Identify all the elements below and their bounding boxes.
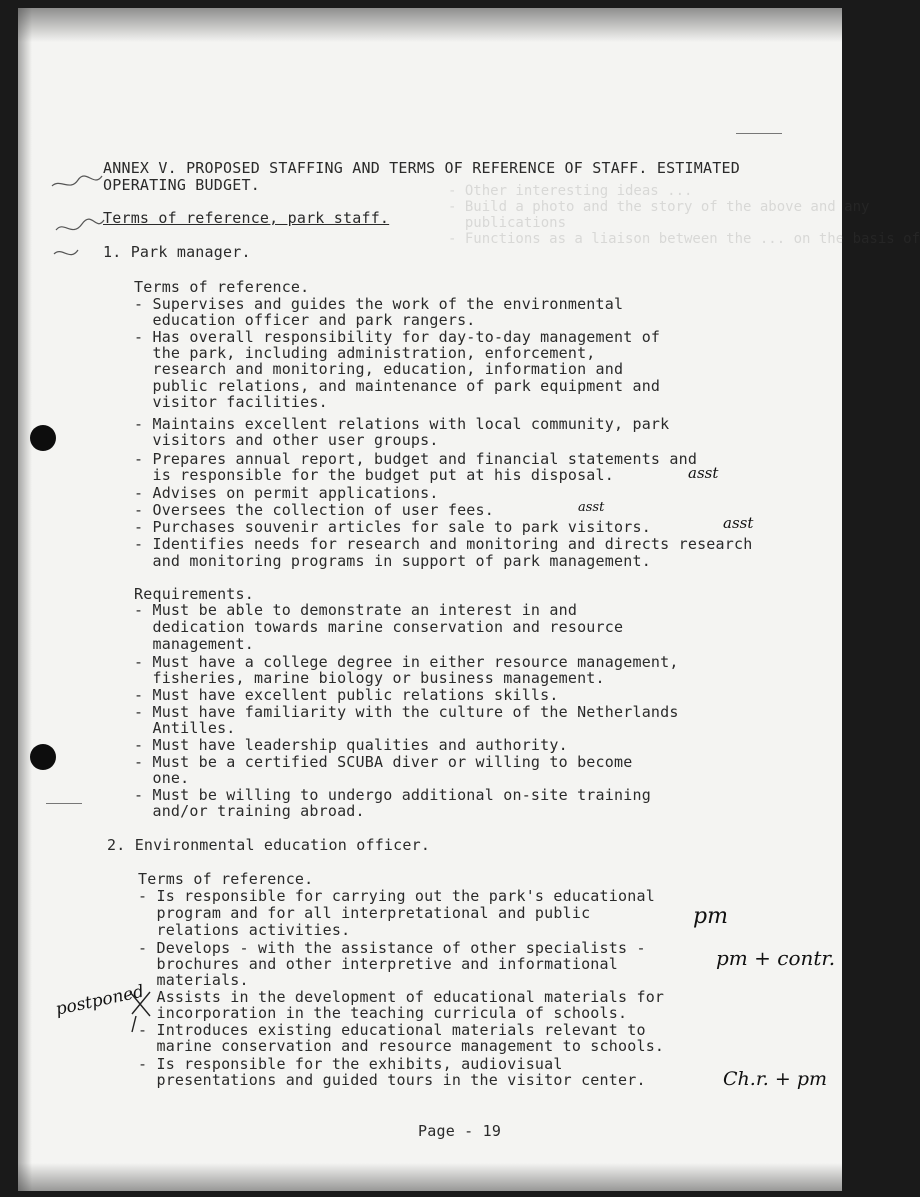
handwritten-note-asst: asst bbox=[578, 500, 605, 515]
section-title-education-officer: 2. Environmental education officer. bbox=[107, 836, 431, 854]
handwritten-note-pm: pm bbox=[693, 904, 728, 929]
list-item: fisheries, marine biology or business management. bbox=[134, 669, 605, 687]
punch-hole-top bbox=[30, 425, 56, 451]
handwritten-note-postponed: postponed bbox=[53, 981, 146, 1020]
scan-shadow-bottom bbox=[18, 1163, 842, 1191]
list-item: and monitoring programs in support of park management. bbox=[134, 552, 651, 570]
list-item: - Is responsible for carrying out the park's educational bbox=[138, 887, 655, 905]
list-item: is responsible for the budget put at his disposal. bbox=[134, 466, 614, 484]
list-item: - Must be a certified SCUBA diver or willing to become bbox=[134, 753, 633, 771]
scan-shadow-top bbox=[18, 8, 842, 42]
handwritten-note-asst: asst bbox=[688, 464, 719, 482]
list-item: - Must be willing to undergo additional on-site training bbox=[134, 786, 651, 804]
list-item: visitors and other user groups. bbox=[134, 431, 439, 449]
terms-of-reference-label: Terms of reference. bbox=[138, 870, 314, 888]
list-item: research and monitoring, education, information and bbox=[134, 360, 624, 378]
list-item: - Prepares annual report, budget and financial statements and bbox=[134, 450, 698, 468]
list-item: presentations and guided tours in the visitor center. bbox=[138, 1071, 646, 1089]
handwritten-note-chr-pm: Ch.r. + pm bbox=[723, 1068, 828, 1090]
list-item: - Advises on permit applications. bbox=[134, 484, 439, 502]
list-item: relations activities. bbox=[138, 921, 351, 939]
list-item: - Must have excellent public relations skills. bbox=[134, 686, 559, 704]
show-through-text: - Other interesting ideas ... - Build a photo and the story of the above and any publications - Functions as a liaison between the ... on the basis of bbox=[448, 183, 920, 247]
list-item: - Must be able to demonstrate an interest in and bbox=[134, 601, 578, 619]
list-item: management. bbox=[134, 635, 254, 653]
list-item: - Supervises and guides the work of the environmental bbox=[134, 295, 624, 313]
annex-heading-line-2: OPERATING BUDGET. bbox=[103, 176, 260, 194]
list-item: visitor facilities. bbox=[134, 393, 328, 411]
list-item: incorporation in the teaching curricula of schools. bbox=[138, 1004, 628, 1022]
list-item: program and for all interpretational and public bbox=[138, 904, 591, 922]
list-item: - Must have a college degree in either resource management, bbox=[134, 653, 679, 671]
list-item: - Is responsible for the exhibits, audiovisual bbox=[138, 1055, 563, 1073]
list-item: dedication towards marine conservation and resource bbox=[134, 618, 624, 636]
list-item: - Must have leadership qualities and authority. bbox=[134, 736, 568, 754]
terms-of-reference-label: Terms of reference. bbox=[134, 278, 310, 296]
list-item: Antilles. bbox=[134, 719, 236, 737]
requirements-label: Requirements. bbox=[134, 585, 254, 603]
list-item: - Purchases souvenir articles for sale to park visitors. bbox=[134, 518, 651, 536]
annex-heading-line-1: ANNEX V. PROPOSED STAFFING AND TERMS OF REFERENCE OF STAFF. ESTIMATED bbox=[103, 159, 740, 177]
handwritten-note-asst: asst bbox=[723, 514, 754, 532]
document-page bbox=[18, 8, 920, 1191]
list-item: brochures and other interpretive and informational bbox=[138, 955, 618, 973]
list-item: - Develops - with the assistance of other specialists - bbox=[138, 939, 646, 957]
list-item: education officer and park rangers. bbox=[134, 311, 476, 329]
subheading: Terms of reference, park staff. bbox=[103, 209, 390, 227]
list-item: - Introduces existing educational materials relevant to bbox=[138, 1021, 646, 1039]
scan-mark bbox=[736, 133, 782, 134]
list-item: - Maintains excellent relations with local community, park bbox=[134, 415, 670, 433]
list-item: Assists in the development of educational materials for bbox=[138, 988, 665, 1006]
handwritten-note-pm-contr: pm + contr. bbox=[716, 946, 836, 970]
section-title-park-manager: 1. Park manager. bbox=[103, 243, 251, 261]
list-item: - Identifies needs for research and monitoring and directs research bbox=[134, 535, 753, 553]
list-item: the park, including administration, enforcement, bbox=[134, 344, 596, 362]
punch-hole-bottom bbox=[30, 744, 56, 770]
scan-mark bbox=[46, 803, 82, 804]
list-item: marine conservation and resource management to schools. bbox=[138, 1037, 665, 1055]
scan-shadow-left bbox=[18, 8, 32, 1191]
list-item: materials. bbox=[138, 971, 249, 989]
list-item: and/or training abroad. bbox=[134, 802, 365, 820]
list-item: - Has overall responsibility for day-to-day management of bbox=[134, 328, 661, 346]
list-item: public relations, and maintenance of park equipment and bbox=[134, 377, 661, 395]
page-number: Page - 19 bbox=[418, 1122, 502, 1140]
list-item: one. bbox=[134, 769, 190, 787]
strike-mark-icon bbox=[126, 986, 156, 1036]
margin-scribble-icon bbox=[48, 158, 108, 288]
list-item: - Oversees the collection of user fees. bbox=[134, 501, 494, 519]
list-item: - Must have familiarity with the culture of the Netherlands bbox=[134, 703, 679, 721]
